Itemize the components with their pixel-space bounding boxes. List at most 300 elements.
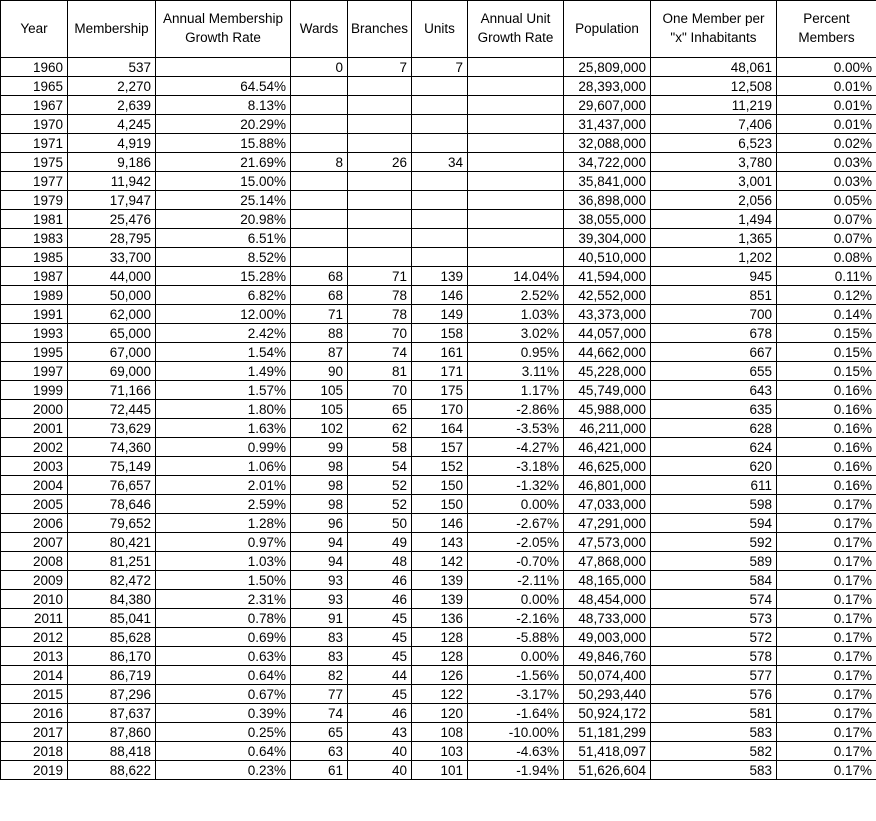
cell-wards: 94 [291,533,348,552]
cell-population: 25,809,000 [564,58,651,77]
table-row [1,514,876,533]
cell-annual-membership-growth-rate: 1.54% [156,343,291,362]
cell-year: 2000 [1,400,68,419]
cell-population: 45,749,000 [564,381,651,400]
cell-units: 175 [412,381,468,400]
cell-wards: 63 [291,742,348,761]
cell-year: 1983 [1,229,68,248]
cell-membership: 2,270 [68,77,156,96]
cell-population: 46,801,000 [564,476,651,495]
cell-annual-membership-growth-rate: 0.23% [156,761,291,780]
cell-population: 46,211,000 [564,419,651,438]
cell-branches [348,210,412,229]
cell-percent-members: 0.17% [777,590,876,609]
cell-units: 149 [412,305,468,324]
cell-population: 49,003,000 [564,628,651,647]
table-row [1,343,876,362]
cell-membership: 4,919 [68,134,156,153]
table-row [1,153,876,172]
cell-one-member-per-x-inhabitants: 1,494 [651,210,777,229]
table-row [1,476,876,495]
cell-year: 2010 [1,590,68,609]
cell-wards: 87 [291,343,348,362]
table-header [1,1,876,58]
cell-one-member-per-x-inhabitants: 584 [651,571,777,590]
table-row [1,381,876,400]
cell-annual-unit-growth-rate [468,115,564,134]
cell-annual-unit-growth-rate [468,77,564,96]
cell-one-member-per-x-inhabitants: 594 [651,514,777,533]
cell-annual-unit-growth-rate [468,210,564,229]
cell-annual-membership-growth-rate: 25.14% [156,191,291,210]
cell-branches: 44 [348,666,412,685]
cell-branches [348,115,412,134]
cell-membership: 88,622 [68,761,156,780]
table-row [1,305,876,324]
cell-units: 122 [412,685,468,704]
cell-units: 161 [412,343,468,362]
cell-units: 103 [412,742,468,761]
cell-annual-membership-growth-rate: 0.69% [156,628,291,647]
cell-annual-membership-growth-rate: 0.63% [156,647,291,666]
cell-units [412,77,468,96]
cell-year: 2001 [1,419,68,438]
cell-units: 34 [412,153,468,172]
cell-year: 2013 [1,647,68,666]
cell-population: 42,552,000 [564,286,651,305]
cell-membership: 81,251 [68,552,156,571]
cell-one-member-per-x-inhabitants: 1,365 [651,229,777,248]
table-row [1,191,876,210]
cell-percent-members: 0.07% [777,210,876,229]
cell-annual-membership-growth-rate: 2.31% [156,590,291,609]
cell-year: 2006 [1,514,68,533]
cell-annual-unit-growth-rate: 14.04% [468,267,564,286]
cell-year: 2012 [1,628,68,647]
cell-one-member-per-x-inhabitants: 635 [651,400,777,419]
cell-branches: 43 [348,723,412,742]
column-header-annual-membership-growth-rate: Annual Membership Growth Rate [156,1,291,58]
cell-one-member-per-x-inhabitants: 581 [651,704,777,723]
cell-branches: 40 [348,742,412,761]
table-row [1,666,876,685]
cell-population: 45,228,000 [564,362,651,381]
cell-wards [291,96,348,115]
cell-annual-unit-growth-rate: 1.17% [468,381,564,400]
cell-population: 28,393,000 [564,77,651,96]
cell-annual-membership-growth-rate: 0.99% [156,438,291,457]
cell-year: 1965 [1,77,68,96]
cell-percent-members: 0.03% [777,172,876,191]
cell-annual-membership-growth-rate: 0.39% [156,704,291,723]
cell-branches: 26 [348,153,412,172]
cell-population: 51,181,299 [564,723,651,742]
cell-year: 2005 [1,495,68,514]
cell-annual-membership-growth-rate: 0.67% [156,685,291,704]
cell-branches [348,77,412,96]
cell-year: 2008 [1,552,68,571]
cell-units [412,248,468,267]
cell-units: 139 [412,590,468,609]
cell-membership: 17,947 [68,191,156,210]
cell-percent-members: 0.17% [777,552,876,571]
cell-annual-unit-growth-rate [468,96,564,115]
cell-annual-membership-growth-rate: 1.28% [156,514,291,533]
cell-membership: 86,719 [68,666,156,685]
cell-percent-members: 0.16% [777,476,876,495]
cell-annual-membership-growth-rate: 15.00% [156,172,291,191]
table-row [1,210,876,229]
cell-annual-membership-growth-rate: 0.78% [156,609,291,628]
cell-branches [348,172,412,191]
cell-percent-members: 0.05% [777,191,876,210]
cell-one-member-per-x-inhabitants: 12,508 [651,77,777,96]
cell-units [412,172,468,191]
cell-one-member-per-x-inhabitants: 3,001 [651,172,777,191]
cell-wards [291,172,348,191]
cell-branches [348,248,412,267]
cell-population: 50,924,172 [564,704,651,723]
cell-membership: 80,421 [68,533,156,552]
cell-branches: 65 [348,400,412,419]
cell-membership: 71,166 [68,381,156,400]
cell-percent-members: 0.17% [777,742,876,761]
cell-annual-membership-growth-rate: 2.59% [156,495,291,514]
cell-population: 36,898,000 [564,191,651,210]
cell-membership: 69,000 [68,362,156,381]
cell-year: 2018 [1,742,68,761]
cell-percent-members: 0.07% [777,229,876,248]
cell-membership: 87,296 [68,685,156,704]
table-row [1,609,876,628]
cell-wards [291,210,348,229]
cell-year: 2007 [1,533,68,552]
cell-branches: 49 [348,533,412,552]
table-row [1,77,876,96]
cell-year: 1971 [1,134,68,153]
cell-population: 38,055,000 [564,210,651,229]
cell-year: 2016 [1,704,68,723]
cell-percent-members: 0.17% [777,571,876,590]
cell-year: 1989 [1,286,68,305]
cell-membership: 88,418 [68,742,156,761]
cell-population: 47,291,000 [564,514,651,533]
cell-wards: 105 [291,400,348,419]
cell-year: 1979 [1,191,68,210]
cell-units: 157 [412,438,468,457]
cell-year: 1985 [1,248,68,267]
cell-wards: 68 [291,286,348,305]
cell-membership: 28,795 [68,229,156,248]
cell-wards: 90 [291,362,348,381]
column-header-year: Year [1,1,68,58]
cell-annual-unit-growth-rate: -3.18% [468,457,564,476]
cell-wards [291,134,348,153]
cell-units: 139 [412,267,468,286]
cell-one-member-per-x-inhabitants: 598 [651,495,777,514]
cell-year: 2019 [1,761,68,780]
cell-percent-members: 0.17% [777,514,876,533]
cell-population: 39,304,000 [564,229,651,248]
cell-branches [348,134,412,153]
cell-wards: 68 [291,267,348,286]
cell-year: 2004 [1,476,68,495]
cell-year: 1995 [1,343,68,362]
table-row [1,438,876,457]
cell-wards [291,77,348,96]
cell-percent-members: 0.16% [777,419,876,438]
cell-wards [291,248,348,267]
header-row [1,1,876,58]
column-header-percent-members: Percent Members [777,1,876,58]
table-row [1,590,876,609]
cell-one-member-per-x-inhabitants: 628 [651,419,777,438]
cell-annual-unit-growth-rate: -1.56% [468,666,564,685]
cell-percent-members: 0.16% [777,457,876,476]
cell-membership: 78,646 [68,495,156,514]
cell-population: 46,421,000 [564,438,651,457]
cell-membership: 44,000 [68,267,156,286]
cell-one-member-per-x-inhabitants: 573 [651,609,777,628]
cell-one-member-per-x-inhabitants: 1,202 [651,248,777,267]
cell-membership: 4,245 [68,115,156,134]
cell-membership: 87,860 [68,723,156,742]
cell-membership: 11,942 [68,172,156,191]
cell-wards [291,229,348,248]
cell-percent-members: 0.17% [777,761,876,780]
cell-percent-members: 0.00% [777,58,876,77]
table-row [1,96,876,115]
cell-population: 48,165,000 [564,571,651,590]
cell-wards: 83 [291,647,348,666]
cell-membership: 2,639 [68,96,156,115]
cell-year: 2011 [1,609,68,628]
cell-annual-unit-growth-rate [468,172,564,191]
cell-units: 152 [412,457,468,476]
cell-annual-unit-growth-rate: -2.11% [468,571,564,590]
table-row [1,400,876,419]
cell-one-member-per-x-inhabitants: 576 [651,685,777,704]
cell-branches: 40 [348,761,412,780]
cell-year: 1977 [1,172,68,191]
cell-percent-members: 0.16% [777,400,876,419]
table-row [1,172,876,191]
cell-wards: 83 [291,628,348,647]
cell-year: 1967 [1,96,68,115]
cell-annual-membership-growth-rate: 20.98% [156,210,291,229]
cell-annual-unit-growth-rate: -2.05% [468,533,564,552]
cell-percent-members: 0.08% [777,248,876,267]
table-row [1,229,876,248]
cell-annual-membership-growth-rate: 0.64% [156,742,291,761]
cell-units: 139 [412,571,468,590]
cell-branches: 74 [348,343,412,362]
column-header-one-member-per-x-inhabitants: One Member per "x" Inhabitants [651,1,777,58]
cell-percent-members: 0.17% [777,704,876,723]
cell-membership: 79,652 [68,514,156,533]
table-row [1,267,876,286]
cell-membership: 62,000 [68,305,156,324]
cell-units: 142 [412,552,468,571]
cell-population: 29,607,000 [564,96,651,115]
cell-annual-unit-growth-rate [468,153,564,172]
cell-one-member-per-x-inhabitants: 578 [651,647,777,666]
cell-units: 136 [412,609,468,628]
table-row [1,286,876,305]
cell-one-member-per-x-inhabitants: 678 [651,324,777,343]
cell-year: 1999 [1,381,68,400]
table-row [1,723,876,742]
cell-annual-unit-growth-rate: -4.27% [468,438,564,457]
cell-one-member-per-x-inhabitants: 572 [651,628,777,647]
cell-one-member-per-x-inhabitants: 574 [651,590,777,609]
column-header-annual-unit-growth-rate: Annual Unit Growth Rate [468,1,564,58]
cell-annual-membership-growth-rate: 1.80% [156,400,291,419]
cell-one-member-per-x-inhabitants: 48,061 [651,58,777,77]
cell-population: 32,088,000 [564,134,651,153]
table-row [1,742,876,761]
cell-wards: 98 [291,495,348,514]
cell-annual-unit-growth-rate [468,58,564,77]
cell-annual-unit-growth-rate: -1.94% [468,761,564,780]
table-row [1,457,876,476]
cell-annual-membership-growth-rate: 1.50% [156,571,291,590]
cell-population: 34,722,000 [564,153,651,172]
cell-wards [291,191,348,210]
cell-annual-unit-growth-rate: 1.03% [468,305,564,324]
table-row [1,58,876,77]
cell-one-member-per-x-inhabitants: 667 [651,343,777,362]
cell-units [412,229,468,248]
cell-wards: 88 [291,324,348,343]
cell-wards: 0 [291,58,348,77]
cell-population: 50,074,400 [564,666,651,685]
cell-annual-membership-growth-rate: 6.51% [156,229,291,248]
cell-year: 2003 [1,457,68,476]
cell-branches: 7 [348,58,412,77]
cell-units [412,134,468,153]
cell-one-member-per-x-inhabitants: 589 [651,552,777,571]
cell-annual-unit-growth-rate: -3.53% [468,419,564,438]
cell-one-member-per-x-inhabitants: 577 [651,666,777,685]
cell-population: 48,733,000 [564,609,651,628]
cell-year: 1975 [1,153,68,172]
table-row [1,552,876,571]
cell-percent-members: 0.15% [777,324,876,343]
cell-membership: 50,000 [68,286,156,305]
cell-branches: 45 [348,647,412,666]
cell-units: 146 [412,514,468,533]
cell-membership: 73,629 [68,419,156,438]
cell-membership: 67,000 [68,343,156,362]
cell-annual-membership-growth-rate: 1.49% [156,362,291,381]
cell-annual-unit-growth-rate: -2.16% [468,609,564,628]
table-row [1,628,876,647]
cell-year: 2015 [1,685,68,704]
cell-one-member-per-x-inhabitants: 2,056 [651,191,777,210]
cell-annual-unit-growth-rate: -5.88% [468,628,564,647]
cell-year: 1981 [1,210,68,229]
cell-units [412,210,468,229]
cell-wards: 102 [291,419,348,438]
cell-wards: 74 [291,704,348,723]
cell-annual-unit-growth-rate: -2.86% [468,400,564,419]
cell-percent-members: 0.17% [777,628,876,647]
cell-annual-unit-growth-rate: -1.64% [468,704,564,723]
cell-population: 40,510,000 [564,248,651,267]
cell-membership: 72,445 [68,400,156,419]
cell-year: 2014 [1,666,68,685]
cell-units: 164 [412,419,468,438]
cell-branches: 45 [348,628,412,647]
cell-wards: 8 [291,153,348,172]
table-row [1,647,876,666]
cell-one-member-per-x-inhabitants: 851 [651,286,777,305]
cell-percent-members: 0.17% [777,533,876,552]
cell-annual-membership-growth-rate: 20.29% [156,115,291,134]
cell-one-member-per-x-inhabitants: 620 [651,457,777,476]
cell-branches: 78 [348,286,412,305]
table-row [1,115,876,134]
cell-one-member-per-x-inhabitants: 611 [651,476,777,495]
table-row [1,685,876,704]
cell-wards: 61 [291,761,348,780]
cell-annual-membership-growth-rate: 0.97% [156,533,291,552]
table-row [1,571,876,590]
cell-units: 7 [412,58,468,77]
cell-percent-members: 0.17% [777,666,876,685]
cell-units [412,191,468,210]
cell-units: 171 [412,362,468,381]
cell-wards [291,115,348,134]
cell-membership: 25,476 [68,210,156,229]
table-row [1,533,876,552]
column-header-branches: Branches [348,1,412,58]
cell-membership: 537 [68,58,156,77]
cell-population: 31,437,000 [564,115,651,134]
cell-annual-unit-growth-rate [468,248,564,267]
cell-annual-unit-growth-rate [468,134,564,153]
cell-annual-unit-growth-rate: 3.02% [468,324,564,343]
cell-year: 2002 [1,438,68,457]
cell-percent-members: 0.02% [777,134,876,153]
cell-units: 150 [412,476,468,495]
cell-percent-members: 0.11% [777,267,876,286]
table-row [1,324,876,343]
cell-population: 47,033,000 [564,495,651,514]
cell-percent-members: 0.15% [777,343,876,362]
cell-percent-members: 0.17% [777,609,876,628]
cell-membership: 9,186 [68,153,156,172]
cell-year: 1997 [1,362,68,381]
cell-wards: 77 [291,685,348,704]
cell-branches: 48 [348,552,412,571]
cell-units: 150 [412,495,468,514]
cell-year: 1993 [1,324,68,343]
column-header-population: Population [564,1,651,58]
cell-population: 48,454,000 [564,590,651,609]
table-row [1,495,876,514]
cell-membership: 33,700 [68,248,156,267]
cell-branches: 45 [348,609,412,628]
cell-membership: 85,628 [68,628,156,647]
cell-percent-members: 0.14% [777,305,876,324]
cell-population: 51,626,604 [564,761,651,780]
table-row [1,134,876,153]
cell-annual-membership-growth-rate: 6.82% [156,286,291,305]
cell-branches: 81 [348,362,412,381]
cell-wards: 99 [291,438,348,457]
